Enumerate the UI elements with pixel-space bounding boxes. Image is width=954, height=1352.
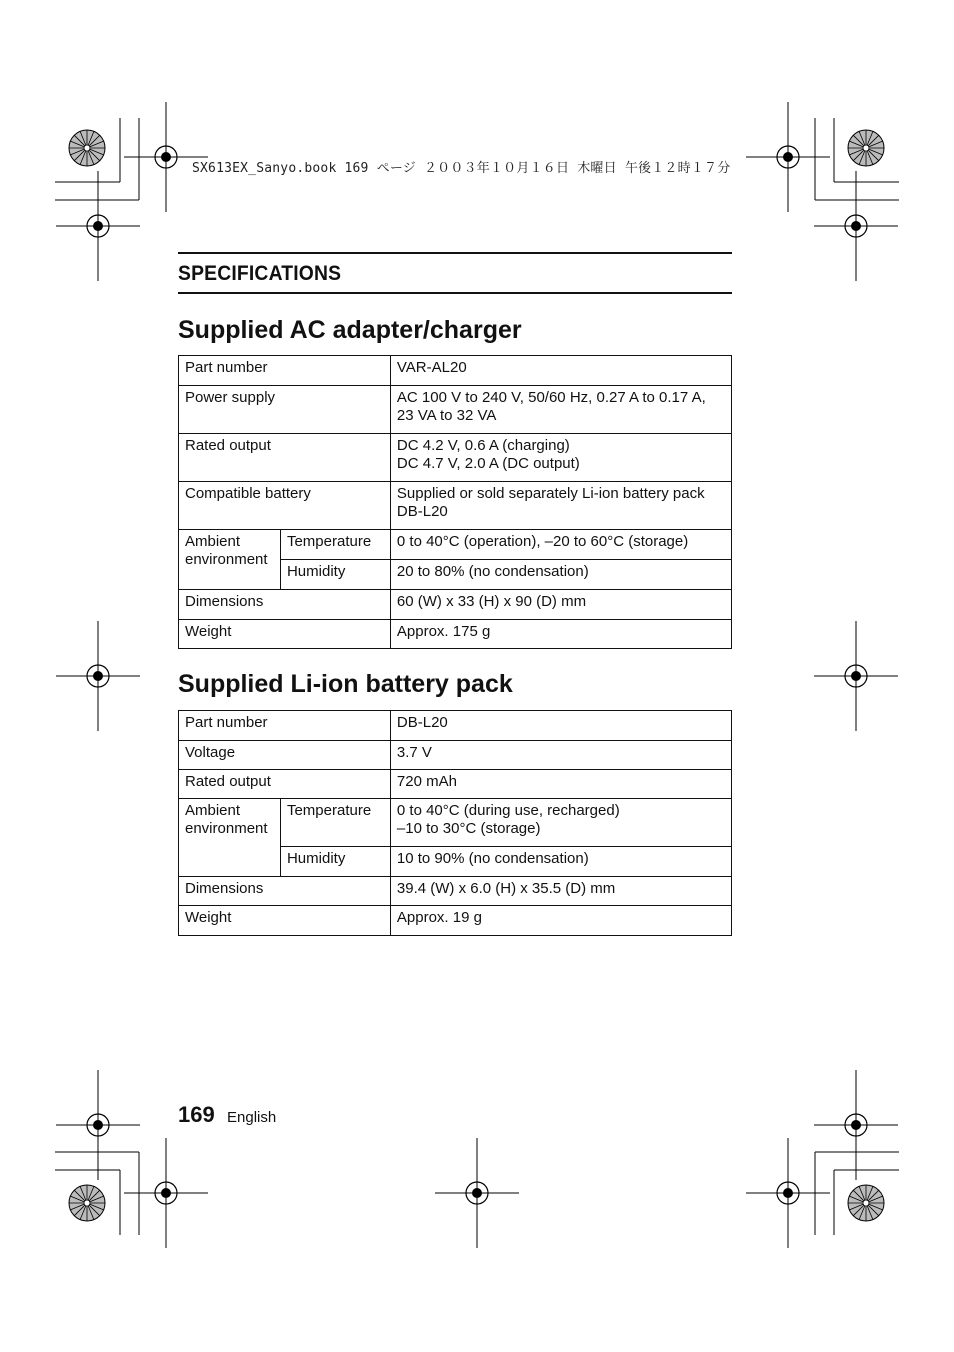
adapter-spec-table — [178, 355, 732, 649]
language-label: English — [227, 1109, 277, 1126]
value-line: 0 to 40°C (during use, recharged) — [396, 802, 620, 819]
row-label: Weight — [179, 906, 391, 936]
row-value: 3.7 V — [390, 741, 731, 770]
row-label: Dimensions — [179, 877, 391, 906]
table-row — [179, 799, 732, 847]
row-label: Weight — [179, 620, 391, 649]
row-value: 60 (W) x 33 (H) x 90 (D) mm — [390, 590, 731, 620]
row-value: 0 to 40°C (operation), –20 to 60°C (storage) — [390, 530, 731, 560]
battery-heading: Supplied Li-ion battery pack — [178, 670, 513, 698]
sub-label: Temperature — [280, 530, 390, 560]
row-value: VAR-AL20 — [390, 356, 731, 386]
row-value: 39.4 (W) x 6.0 (H) x 35.5 (D) mm — [390, 877, 731, 906]
row-value — [390, 434, 731, 482]
table-row — [179, 530, 732, 560]
row-value: AC 100 V to 240 V, 50/60 Hz, 0.27 A to 0.17 A, 23 VA to 32 VA — [390, 386, 731, 434]
battery-spec-table — [178, 710, 732, 936]
row-value: 10 to 90% (no condensation) — [390, 847, 731, 877]
row-label: Voltage — [179, 741, 391, 770]
section-header-bar — [178, 252, 732, 294]
row-label: Dimensions — [179, 590, 391, 620]
table-row — [179, 906, 732, 936]
page-number: 169 — [178, 1102, 215, 1127]
table-row — [179, 620, 732, 649]
row-label — [179, 799, 281, 877]
section-title: SPECIFICATIONS — [178, 262, 342, 285]
row-label: Rated output — [179, 770, 391, 799]
table-row — [179, 877, 732, 906]
value-line: Supplied or sold separately Li-ion battery pack — [396, 485, 705, 502]
table-row — [179, 770, 732, 799]
table-row — [179, 741, 732, 770]
value-line: DC 4.2 V, 0.6 A (charging) — [396, 437, 570, 454]
sub-label: Humidity — [280, 847, 390, 877]
label-line: Ambient — [185, 533, 241, 550]
table-row — [179, 386, 732, 434]
table-row — [179, 711, 732, 741]
top-left-star-icon — [69, 130, 105, 166]
sub-label: Temperature — [280, 799, 390, 847]
row-value — [390, 482, 731, 530]
row-value: 720 mAh — [390, 770, 731, 799]
table-row — [179, 482, 732, 530]
value-line: –10 to 30°C (storage) — [396, 820, 541, 837]
label-line: Ambient — [185, 802, 241, 819]
row-label: Rated output — [179, 434, 391, 482]
table-row — [179, 356, 732, 386]
row-label: Power supply — [179, 386, 391, 434]
row-label: Compatible battery — [179, 482, 391, 530]
top-right-star-icon — [848, 130, 884, 166]
bottom-left-star-icon — [69, 1185, 105, 1221]
row-value: 20 to 80% (no condensation) — [390, 560, 731, 590]
value-line: DB-L20 — [396, 503, 448, 520]
row-value — [390, 799, 731, 847]
row-label: Part number — [179, 711, 391, 741]
row-value: DB-L20 — [390, 711, 731, 741]
table-row — [179, 434, 732, 482]
value-line: DC 4.7 V, 2.0 A (DC output) — [396, 455, 580, 472]
label-line: environment — [185, 820, 268, 837]
row-value: Approx. 175 g — [390, 620, 731, 649]
row-value: Approx. 19 g — [390, 906, 731, 936]
bottom-right-star-icon — [848, 1185, 884, 1221]
print-header: SX613EX_Sanyo.book 169 ページ ２００３年１０月１６日 木曜日 午後１２時１７分 — [192, 161, 731, 176]
table-row — [179, 590, 732, 620]
adapter-heading: Supplied AC adapter/charger — [178, 316, 522, 344]
row-label: Part number — [179, 356, 391, 386]
sub-label: Humidity — [280, 560, 390, 590]
row-label — [179, 530, 281, 590]
label-line: environment — [185, 551, 268, 568]
